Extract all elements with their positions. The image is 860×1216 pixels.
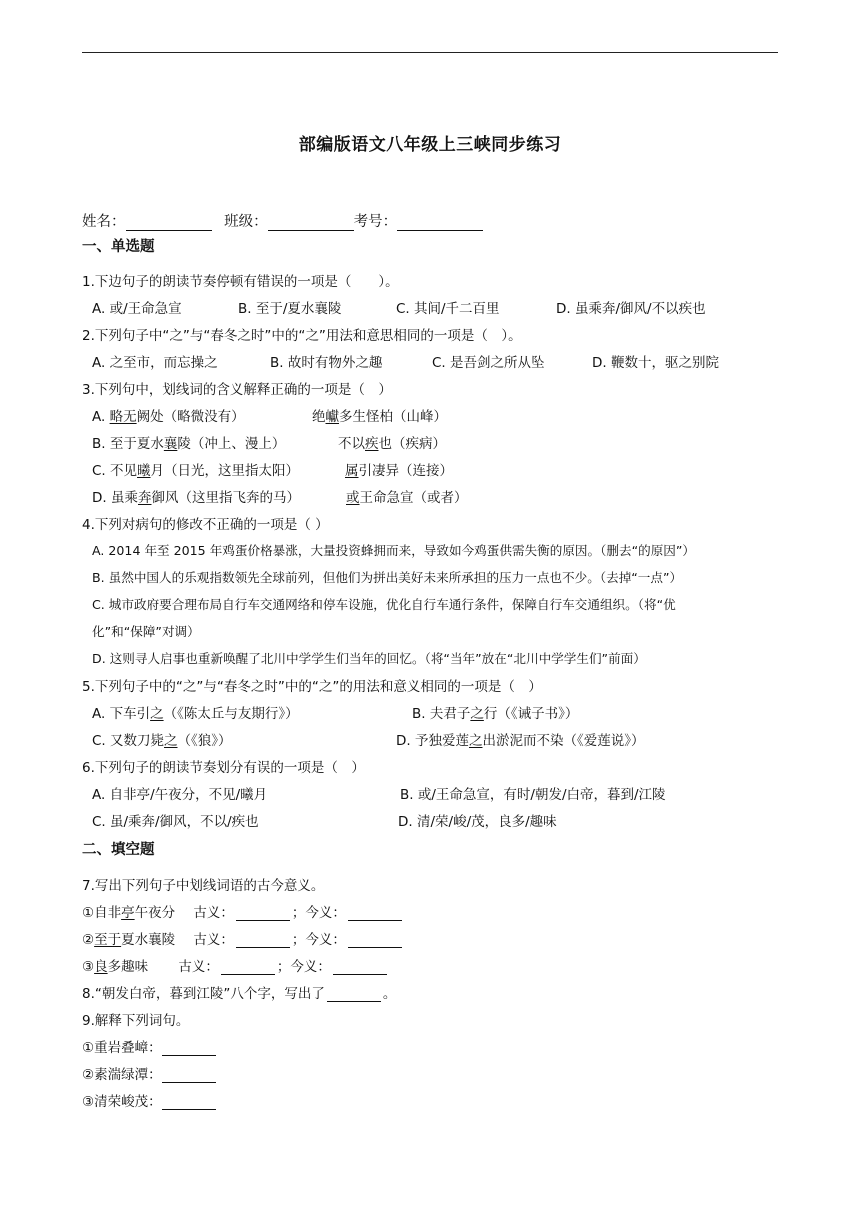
q7-1-ancient-label: 古义： — [193, 905, 234, 921]
q7-3-text: ③ — [82, 959, 95, 975]
q7-2-text: ② — [82, 932, 95, 948]
q3-b2-underlined: 疾 — [365, 436, 379, 452]
q3-b2-text: 不以 — [338, 436, 365, 452]
q9-2-blank[interactable] — [162, 1069, 216, 1083]
q9-item-3 — [82, 1090, 218, 1110]
q5-b-underlined: 之 — [470, 706, 484, 722]
q9-item-2 — [82, 1063, 218, 1083]
question-6-stem: 6.下列句子的朗读节奏划分有误的一项是（ ） — [82, 760, 365, 776]
q4-option-c[interactable]: C. 城市政府要合理布局自行车交通网络和停车设施，优化自行车通行条件，保障自行车交通组织。（将“优 — [92, 597, 676, 612]
q1-option-a[interactable]: A. 或/王命急宣 — [92, 301, 182, 317]
q3-a2-text: 多生怪柏（山峰） — [339, 409, 447, 425]
question-5-stem: 5.下列句子中的“之”与“春冬之时”中的“之”的用法和意义相同的一项是（ ） — [82, 679, 542, 695]
q3-option-c[interactable] — [92, 459, 299, 479]
q9-1-label: ①重岩叠嶂： — [82, 1040, 162, 1056]
q8-stem-text: 8.“朝发白帝，暮到江陵”八个字，写出了 — [82, 986, 325, 1002]
q3-b2-text: 也（疾病） — [378, 436, 446, 452]
q2-option-c[interactable]: C. 是吾剑之所从坠 — [432, 355, 545, 371]
q3-b-underlined: 襄 — [163, 436, 178, 452]
q5-d-text: 出淤泥而不染（《爱莲说》） — [482, 733, 645, 749]
q5-a-underlined: 之 — [150, 706, 164, 722]
q9-item-1 — [82, 1036, 218, 1056]
exam-label: 考号： — [353, 214, 398, 230]
q3-c-text: C. 不见 — [92, 463, 138, 479]
q3-option-b-second — [338, 432, 446, 452]
q3-b-text: 陵（冲上、漫上） — [177, 436, 286, 452]
q3-d-underlined: 奔 — [137, 490, 152, 506]
question-2-stem: 2.下列句子中“之”与“春冬之时”中的“之”用法和意思相同的一项是（ ）。 — [82, 328, 522, 344]
q3-d-text: 御风（这里指飞奔的马） — [151, 490, 300, 506]
q7-item-1 — [82, 901, 404, 921]
q7-3-ancient-blank[interactable] — [221, 961, 275, 975]
q9-3-blank[interactable] — [162, 1096, 216, 1110]
name-blank[interactable] — [126, 215, 212, 231]
q7-1-modern-blank[interactable] — [348, 907, 402, 921]
q7-2-ancient-label: 古义： — [193, 932, 234, 948]
page-title: 部编版语文八年级上三峡同步练习 — [298, 135, 562, 155]
q7-2-text: 夏水襄陵 — [121, 932, 176, 948]
q3-option-d-second — [346, 486, 468, 506]
question-9-stem: 9.解释下列词句。 — [82, 1013, 190, 1029]
q7-3-text: 多趣味 — [107, 959, 149, 975]
q5-option-a[interactable] — [92, 702, 299, 722]
q3-b-text: B. 至于夏水 — [92, 436, 164, 452]
q5-option-d[interactable] — [396, 729, 644, 749]
q7-item-3 — [82, 955, 389, 975]
q3-option-a[interactable] — [92, 405, 245, 425]
q8-answer-blank[interactable] — [327, 988, 381, 1002]
q1-option-c[interactable]: C. 其间/千二百里 — [396, 301, 500, 317]
q7-3-ancient-label: 古义： — [178, 959, 219, 975]
q4-option-a[interactable]: A. 2014 年至 2015 年鸡蛋价格暴涨，大量投资蜂拥而来，导致如今鸡蛋供需失衡的原因。（删去“的原因”） — [92, 543, 696, 558]
class-label: 班级： — [224, 214, 268, 230]
question-4-stem: 4.下列对病句的修改不正确的一项是（ ） — [82, 517, 329, 533]
q7-item-2 — [82, 928, 404, 948]
q6-option-a[interactable]: A. 自非亭/午夜分，不见/曦月 — [92, 787, 268, 803]
q7-3-underlined: 良 — [94, 959, 108, 975]
q5-c-underlined: 之 — [164, 733, 178, 749]
q9-1-blank[interactable] — [162, 1042, 216, 1056]
class-blank[interactable] — [268, 215, 354, 231]
q8-stem-end: 。 — [382, 986, 397, 1002]
q3-d2-underlined: 或 — [346, 490, 360, 506]
q7-2-underlined: 至于 — [94, 932, 122, 948]
q6-option-b[interactable]: B. 或/王命急宣，有时/朝发/白帝，暮到/江陵 — [400, 787, 666, 803]
question-8 — [82, 982, 396, 1002]
q5-d-text: D. 予独爱莲 — [396, 733, 469, 749]
q2-option-d[interactable]: D. 鞭数十，驱之别院 — [592, 355, 719, 371]
q3-d2-text: 王命急宣（或者） — [359, 490, 468, 506]
name-label: 姓名： — [82, 214, 126, 230]
q1-option-b[interactable]: B. 至于/夏水襄陵 — [238, 301, 342, 317]
q7-2-modern-blank[interactable] — [348, 934, 402, 948]
q3-a2-text: 绝 — [312, 409, 326, 425]
q7-1-text: ①自非 — [82, 905, 122, 921]
q3-option-a-second — [312, 405, 447, 425]
q7-2-ancient-blank[interactable] — [236, 934, 290, 948]
question-3-stem: 3.下列句中，划线词的含义解释正确的一项是（ ） — [82, 382, 392, 398]
q7-2-modern-label: ；今义： — [291, 932, 346, 948]
q5-c-text: C. 又数刀毙 — [92, 733, 165, 749]
q9-2-label: ②素湍绿潭： — [82, 1067, 162, 1083]
q3-option-b[interactable] — [92, 432, 285, 452]
q5-a-text: （《陈太丘与友期行》） — [163, 706, 299, 722]
q7-1-underlined: 亭 — [121, 905, 135, 921]
q5-b-text: B. 夫君子 — [412, 706, 471, 722]
header-rule — [82, 52, 778, 53]
q4-option-d[interactable]: D. 这则寻人启事也重新唤醒了北川中学学生们当年的回忆。（将“当年”放在“北川中学学生们”前面） — [92, 651, 646, 666]
q3-a-underlined: 略无 — [109, 409, 137, 425]
q3-a-text: A. — [92, 409, 110, 425]
question-7-stem: 7.写出下列句子中划线词语的古今意义。 — [82, 878, 325, 894]
q5-d-underlined: 之 — [468, 733, 483, 749]
q2-option-a[interactable]: A. 之至市，而忘操之 — [92, 355, 218, 371]
q5-option-b[interactable] — [412, 702, 578, 722]
q5-b-text: 行（《诫子书》） — [483, 706, 579, 722]
q5-a-text: A. 下车引 — [92, 706, 151, 722]
q3-option-d[interactable] — [92, 486, 300, 506]
q3-c-underlined: 曦 — [137, 463, 151, 479]
q3-c2-text: 引凄异（连接） — [358, 463, 453, 479]
q7-1-modern-label: ；今义： — [291, 905, 346, 921]
q4-option-c-continued: 化”和“保障”对调） — [92, 624, 200, 639]
student-info-line — [82, 210, 483, 231]
q3-a2-underlined: 巘 — [325, 409, 339, 425]
q2-option-b[interactable]: B. 故时有物外之趣 — [270, 355, 383, 371]
q5-c-text: （《狼》） — [177, 733, 232, 749]
q7-3-modern-blank[interactable] — [333, 961, 387, 975]
q3-c2-underlined: 属 — [345, 463, 359, 479]
q1-option-d[interactable]: D. 虽乘奔/御风/不以疾也 — [556, 301, 706, 317]
q9-3-label: ③清荣峻茂： — [82, 1094, 162, 1110]
q3-c-text: 月（日光，这里指太阳） — [150, 463, 300, 479]
section-heading-single-choice: 一、单选题 — [82, 239, 155, 255]
q6-option-c[interactable]: C. 虽/乘奔/御风，不以/疾也 — [92, 814, 259, 830]
q5-option-c[interactable] — [92, 729, 232, 749]
q3-option-c-second — [345, 459, 453, 479]
q4-option-b[interactable]: B. 虽然中国人的乐观指数领先全球前列，但他们为拼出美好未来所承担的压力一点也不少。（去掉“一点”） — [92, 570, 683, 585]
q7-1-ancient-blank[interactable] — [236, 907, 290, 921]
q3-a-text: 阙处（略微没有） — [136, 409, 245, 425]
q6-option-d[interactable]: D. 清/荣/峻/茂，良多/趣味 — [398, 814, 557, 830]
section-heading-fill-blank: 二、填空题 — [82, 842, 155, 858]
q3-d-text: D. 虽乘 — [92, 490, 138, 506]
question-1-stem: 1.下边句子的朗读节奏停顿有错误的一项是（ ）。 — [82, 274, 399, 290]
exam-blank[interactable] — [397, 215, 483, 231]
q7-1-text: 午夜分 — [134, 905, 176, 921]
q7-3-modern-label: ；今义： — [276, 959, 331, 975]
